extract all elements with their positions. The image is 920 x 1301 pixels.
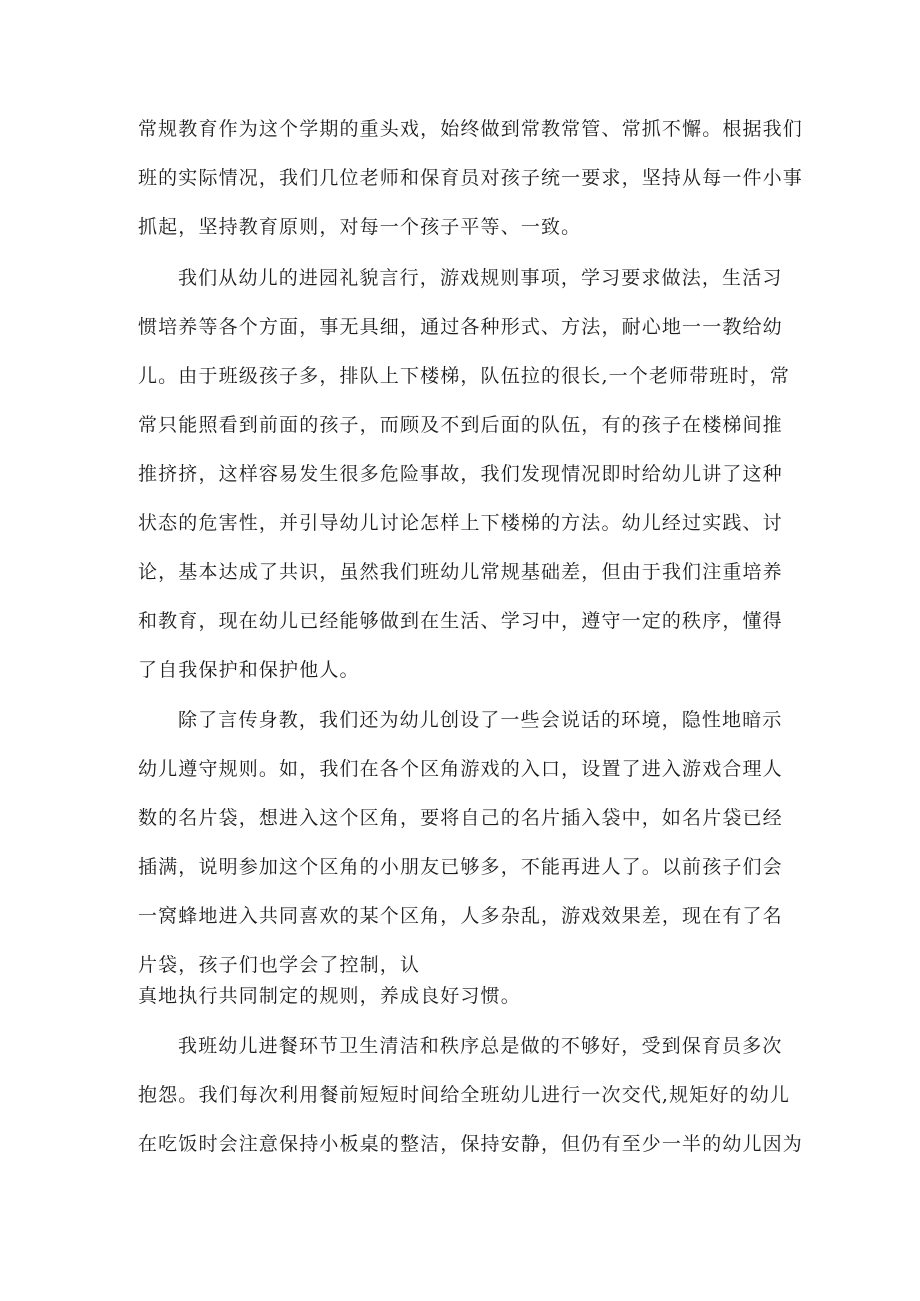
paragraph-3-line-3: 数的名片袋，想进入这个区角，要将自己的名片插入袋中，如名片袋已经 (138, 807, 783, 829)
paragraph-2-line-9: 了自我保护和保护他人。 (138, 659, 360, 681)
paragraph-3-line-4: 插满，说明参加这个区角的小朋友已够多，不能再进人了。以前孩子们会 (138, 856, 783, 878)
paragraph-2-line-3: 儿。由于班级孩子多，排队上下楼梯，队伍拉的很长,一个老师带班时，常 (138, 365, 790, 387)
paragraph-3-line-5: 一窝蜂地进入共同喜欢的某个区角，人多杂乱，游戏效果差，现在有了名 (138, 905, 783, 927)
paragraph-3-line-6: 片袋，孩子们也学会了控制，认 (138, 954, 421, 976)
paragraph-1-line-1: 常规教育作为这个学期的重头戏，始终做到常教常管、常抓不懈。根据我们 (138, 118, 803, 140)
paragraph-2-line-2: 惯培养等各个方面，事无具细，通过各种形式、方法，耐心地一一教给幼 (138, 316, 783, 338)
paragraph-2-line-6: 状态的危害性，并引导幼儿讨论怎样上下楼梯的方法。幼儿经过实践、讨 (138, 512, 783, 534)
paragraph-4-line-1: 我班幼儿进餐环节卫生清洁和秩序总是做的不够好，受到保育员多次 (178, 1035, 783, 1057)
paragraph-4-line-2: 抱怨。我们每次利用餐前短短时间给全班幼儿进行一次交代,规矩好的幼儿 (138, 1084, 790, 1106)
paragraph-2-line-4: 常只能照看到前面的孩子，而顾及不到后面的队伍，有的孩子在楼梯间推 (138, 414, 783, 436)
paragraph-2-line-8: 和教育，现在幼儿已经能够做到在生活、学习中，遵守一定的秩序，懂得 (138, 610, 783, 632)
paragraph-1-line-3: 抓起，坚持教育原则，对每一个孩子平等、一致。 (138, 216, 582, 238)
paragraph-1-line-2: 班的实际情况，我们几位老师和保育员对孩子统一要求，坚持从每一件小事 (138, 167, 803, 189)
paragraph-3-line-1: 除了言传身教，我们还为幼儿创设了一些会说话的环境，隐性地暗示 (178, 709, 783, 731)
paragraph-2-line-7: 论，基本达成了共识，虽然我们班幼儿常规基础差，但由于我们注重培养 (138, 561, 783, 583)
paragraph-2-line-5: 推挤挤，这样容易发生很多危险事故，我们发现情况即时给幼儿讲了这种 (138, 463, 783, 485)
paragraph-2-line-1: 我们从幼儿的进园礼貌言行，游戏规则事项，学习要求做法，生活习 (178, 267, 783, 289)
paragraph-3-line-2: 幼儿遵守规则。如，我们在各个区角游戏的入口，设置了进入游戏合理人 (138, 758, 783, 780)
paragraph-3-line-7: 真地执行共同制定的规则，养成良好习惯。 (138, 985, 521, 1007)
paragraph-4-line-3: 在吃饭时会注意保持小板桌的整洁，保持安静，但仍有至少一半的幼儿因为 (138, 1133, 803, 1155)
